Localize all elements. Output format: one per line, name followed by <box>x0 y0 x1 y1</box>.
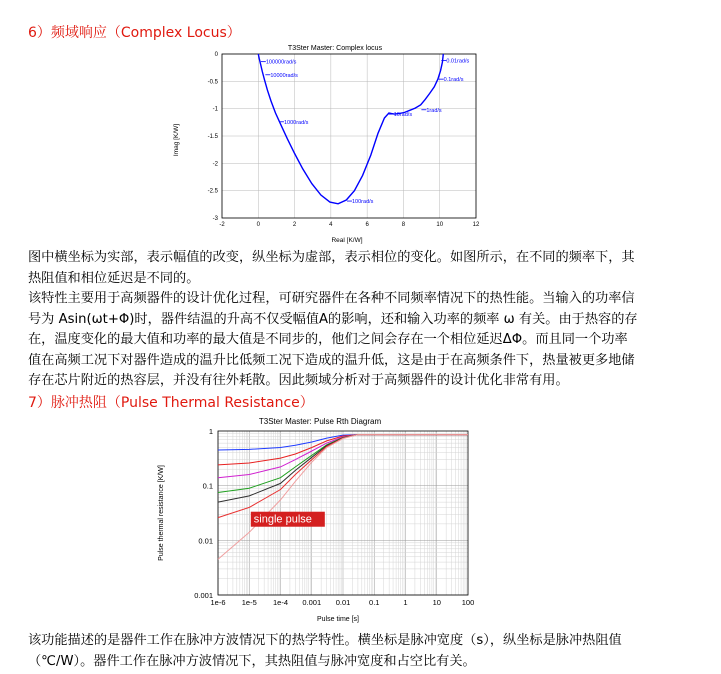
frequency-annotation: 1rad/s <box>426 107 442 114</box>
paragraph-line: 在，温度变化的最大值和功率的最大值是不同步的，他们之间会存在一个相位延迟ΔΦ。而且同一个功率 <box>28 332 628 347</box>
x-tick-label: 0 <box>256 222 260 228</box>
complex-locus-y-ticks <box>208 52 219 222</box>
paragraph-line: 值在高频工况下对器件造成的温升比低频工况下造成的温升低，这是由于在高频条件下，热量被更多地储 <box>28 352 635 368</box>
section-6-heading: 6）频域响应（Complex Locus） <box>28 25 241 41</box>
paragraph-line: 该功能描述的是器件工作在脉冲方波情况下的热学特性。横坐标是脉冲宽度（s），纵坐标是脉冲热阻值 <box>28 633 622 648</box>
frequency-annotation: 100000rad/s <box>265 59 297 66</box>
y-tick-label: -3 <box>212 216 218 222</box>
frequency-annotation: 10rad/s <box>393 112 413 119</box>
complex-locus-x-label: Real [K/W] <box>331 237 363 244</box>
pulse-rth-y-label: Pulse thermal resistance [K/W] <box>158 465 165 561</box>
pulse-rth-title: T3Ster Master: Pulse Rth Diagram <box>258 417 382 426</box>
x-tick-label: 10 <box>432 598 441 607</box>
paragraph-line: 热阻值和相位延迟是不同的。 <box>28 270 200 286</box>
pulse-rth-x-label: Pulse time [s] <box>316 616 360 623</box>
complex-locus-x-ticks <box>219 222 480 228</box>
x-tick-label: 1e-4 <box>272 598 289 607</box>
x-tick-label: 100 <box>461 598 475 607</box>
y-tick-label: -1 <box>212 106 218 113</box>
complex-locus-title: T3Ster Master: Complex locus <box>287 45 383 52</box>
y-tick-label: -2.5 <box>207 188 218 195</box>
section-6-paragraph <box>28 248 693 392</box>
x-tick-label: 8 <box>401 222 406 228</box>
x-tick-label: -2 <box>219 222 225 228</box>
pulse-rth-x-ticks <box>210 598 474 607</box>
single-pulse-label: single pulse <box>253 513 312 526</box>
pulse-rth-chart <box>150 413 490 625</box>
paragraph-line: （℃/W）。器件工作在脉冲方波情况下，其热阻值与脉冲宽度和占空比有关。 <box>28 653 476 669</box>
y-tick-label: 0.1 <box>202 481 213 491</box>
x-tick-label: 10 <box>436 222 444 228</box>
x-tick-label: 2 <box>292 222 297 228</box>
paragraph-line: 该特性主要用于高频器件的设计优化过程，可研究器件在各种不同频率情况下的热性能。当输入的功率信 <box>28 291 635 306</box>
frequency-annotation: 1000rad/s <box>283 119 309 126</box>
frequency-annotation: 10000rad/s <box>270 72 298 79</box>
complex-locus-chart <box>160 40 505 246</box>
pulse-rth-y-ticks <box>194 427 213 600</box>
x-tick-label: 1 <box>403 598 408 607</box>
x-tick-label: 6 <box>365 222 369 228</box>
complex-locus-annotations <box>261 59 470 205</box>
x-tick-label: 1e-5 <box>241 598 257 607</box>
y-tick-label: -0.5 <box>207 79 218 86</box>
x-tick-label: 0.001 <box>302 598 322 607</box>
x-tick-label: 4 <box>329 222 333 228</box>
frequency-annotation: 100rad/s <box>352 199 374 206</box>
y-tick-label: -1.5 <box>207 134 218 140</box>
y-tick-label: 0.01 <box>198 536 213 546</box>
paragraph-line: 图中横坐标为实部，表示幅值的改变，纵坐标为虚部，表示相位的变化。如图所示，在不同的频率下，其 <box>28 250 635 265</box>
x-tick-label: 0.1 <box>369 598 380 607</box>
paragraph-line: 存在芯片附近的热容层，并没有往外耗散。因此频域分析对于高频器件的设计优化非常有用。 <box>28 373 569 388</box>
frequency-annotation: 0.1rad/s <box>443 77 464 84</box>
y-tick-label: 1 <box>208 427 213 436</box>
section-7-paragraph <box>28 631 693 672</box>
paragraph-line: 号为 Asin(ωt+Φ)时，器件结温的升高不仅受幅值A的影响，还和输入功率的频率 ω 有关。由于热容的存 <box>28 311 638 327</box>
single-pulse-annotation <box>251 512 325 527</box>
y-tick-label: 0 <box>214 52 218 58</box>
y-tick-label: 0.001 <box>194 591 213 600</box>
x-tick-label: 12 <box>472 222 480 228</box>
section-7-heading: 7）脉冲热阻（Pulse Thermal Resistance） <box>28 395 314 411</box>
x-tick-label: 0.01 <box>335 598 351 607</box>
x-tick-label: 1e-6 <box>210 598 226 607</box>
frequency-annotation: 0.01rad/s <box>446 58 470 65</box>
y-tick-label: -2 <box>212 161 218 168</box>
complex-locus-y-label: Imag [K/W] <box>173 123 180 157</box>
